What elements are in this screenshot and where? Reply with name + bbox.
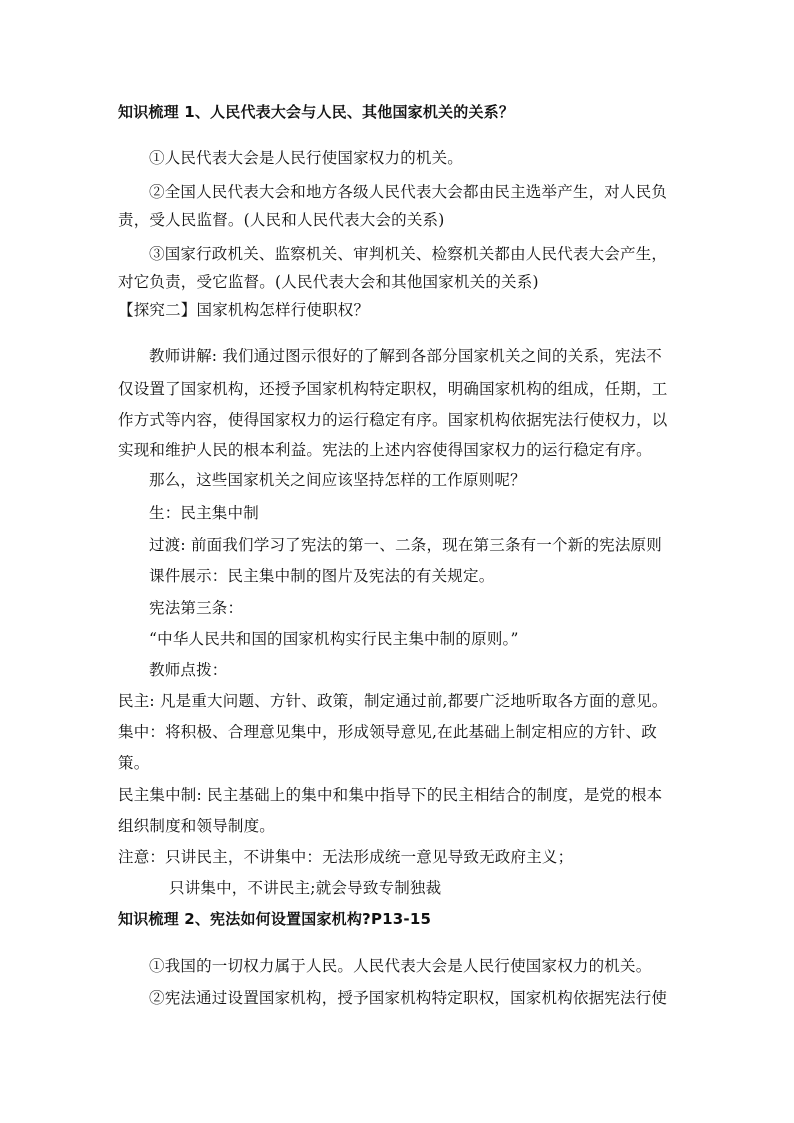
- definition-democratic-centralism-line-1: 民主集中制: 民主基础上的集中和集中指导下的民主相结合的制度，是党的根本: [118, 786, 663, 804]
- note-line-2: 只讲集中，不讲民主;就会导致专制独裁: [169, 879, 442, 897]
- courseware-line: 课件展示：民主集中制的图片及宪法的有关规定。: [149, 567, 495, 585]
- paragraph-3-line-2: 对它负责，受它监督。(人民代表大会和其他国家机关的关系): [118, 273, 539, 291]
- article-3-quote: “中华人民共和国的国家机构实行民主集中制的原则。”: [149, 630, 519, 648]
- heading-knowledge-2: 知识梳理 2、宪法如何设置国家机构?P13-15: [118, 910, 432, 928]
- knowledge-2-item-2: ②宪法通过设置国家机构，授予国家机构特定职权，国家机构依据宪法行使: [149, 989, 668, 1007]
- explore-2-heading: 【探究二】国家机构怎样行使职权？: [118, 301, 370, 319]
- knowledge-2-item-1: ①我国的一切权力属于人民。人民代表大会是人民行使国家权力的机关。: [149, 957, 652, 975]
- definition-democracy: 民主: 凡是重大问题、方针、政策，制定通过前,都要广泛地听取各方面的意见。: [118, 692, 668, 710]
- paragraph-2-line-2: 责，受人民监督。(人民和人民代表大会的关系): [118, 211, 445, 229]
- transition-line: 过渡: 前面我们学习了宪法的第一、二条，现在第三条有一个新的宪法原则: [149, 536, 662, 554]
- heading-knowledge-1: 知识梳理 1、人民代表大会与人民、其他国家机关的关系？: [118, 103, 515, 121]
- teacher-explain-line-1: 教师讲解: 我们通过图示很好的了解到各部分国家机关之间的关系，宪法不: [149, 347, 662, 365]
- paragraph-3-line-1: ③国家行政机关、监察机关、审判机关、检察机关都由人民代表大会产生，: [149, 245, 668, 263]
- teacher-tip-label: 教师点拨：: [149, 661, 228, 679]
- definition-centralism-line-2: 策。: [118, 754, 150, 772]
- paragraph-2-line-1: ②全国人民代表大会和地方各级人民代表大会都由民主选举产生，对人民负: [149, 183, 668, 201]
- teacher-explain-line-3: 作方式等内容，使得国家权力的运行稳定有序。国家机构依据宪法行使权力，以: [118, 411, 668, 429]
- definition-centralism-line-1: 集中：将积极、合理意见集中，形成领导意见,在此基础上制定相应的方针、政: [118, 723, 657, 741]
- teacher-explain-line-4: 实现和维护人民的根本利益。宪法的上述内容使得国家权力的运行稳定有序。: [118, 441, 652, 459]
- question-line: 那么，这些国家机关之间应该坚持怎样的工作原则呢？: [149, 471, 526, 489]
- article-3-label: 宪法第三条：: [149, 599, 244, 617]
- student-answer: 生：民主集中制: [149, 504, 259, 522]
- note-line-1: 注意：只讲民主，不讲集中：无法形成统一意见导致无政府主义；: [118, 848, 574, 866]
- definition-democratic-centralism-line-2: 组织制度和领导制度。: [118, 817, 276, 835]
- teacher-explain-line-2: 仅设置了国家机构，还授予国家机构特定职权，明确国家机构的组成，任期，工: [118, 380, 668, 398]
- paragraph-1: ①人民代表大会是人民行使国家权力的机关。: [149, 149, 464, 167]
